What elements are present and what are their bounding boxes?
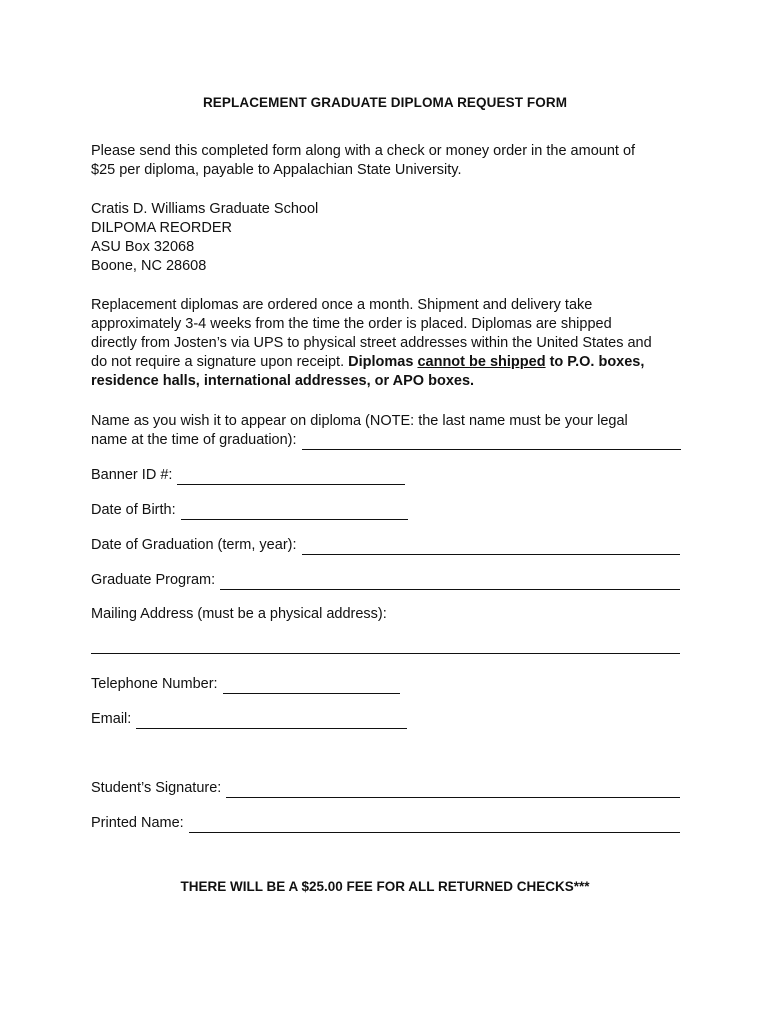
signature-field [91,778,680,798]
diploma-name-label: name at the time of graduation): [91,432,297,448]
policy-bold-text: Diplomas [348,354,418,370]
program-label: Graduate Program: [91,572,216,588]
telephone-label: Telephone Number: [91,676,218,692]
policy-line: Replacement diplomas are ordered once a month. Shipment and delivery take [91,297,593,313]
diploma-name-field [91,412,681,450]
form-title: REPLACEMENT GRADUATE DIPLOMA REQUEST FORM [202,95,568,110]
banner-id-field [91,465,405,485]
telephone-field [91,674,400,694]
telephone-input-line[interactable] [223,679,400,694]
policy-line: residence halls, international addresses, or APO boxes. [91,373,475,389]
dob-field [91,500,408,520]
intro-paragraph [91,142,681,180]
policy-line: directly from Josten’s via UPS to physical street addresses within the United States and [91,335,652,351]
program-field [91,570,680,590]
banner-id-label: Banner ID #: [91,467,173,483]
program-input-line[interactable] [220,575,680,590]
mailing-address-input-line[interactable] [91,653,680,654]
address-line: DILPOMA REORDER [91,220,232,236]
policy-underlined-text: cannot be shipped [417,354,546,370]
diploma-name-note: Name as you wish it to appear on diploma (NOTE: the last name must be your legal [91,413,628,429]
policy-text: do not require a signature upon receipt. [91,354,349,370]
banner-id-input-line[interactable] [177,470,405,485]
address-line: Boone, NC 28608 [91,258,207,274]
shipping-policy-paragraph [91,296,681,391]
graduation-date-field [91,535,680,555]
intro-line: Please send this completed form along with a check or money order in the amount of [91,143,636,159]
email-input-line[interactable] [136,714,407,729]
mailing-address-field [91,604,387,624]
email-label: Email: [91,711,132,727]
policy-bold-text: to P.O. boxes, [545,354,645,370]
graduation-date-input-line[interactable] [302,540,681,555]
policy-line [91,353,681,372]
printed-name-field [91,813,680,833]
printed-name-label: Printed Name: [91,815,184,831]
address-line: Cratis D. Williams Graduate School [91,201,319,217]
dob-input-line[interactable] [181,505,408,520]
signature-input-line[interactable] [226,783,680,798]
mailing-address-label: Mailing Address (must be a physical address): [91,606,387,622]
email-field [91,709,407,729]
policy-line: approximately 3-4 weeks from the time the order is placed. Diplomas are shipped [91,316,612,332]
diploma-name-row [91,431,681,450]
signature-label: Student’s Signature: [91,780,222,796]
address-line: ASU Box 32068 [91,239,195,255]
graduation-date-label: Date of Graduation (term, year): [91,537,297,553]
returned-checks-fee-notice: THERE WILL BE A $25.00 FEE FOR ALL RETURNED CHECKS*** [180,879,590,894]
printed-name-input-line[interactable] [189,818,680,833]
mailing-address-block [91,200,681,276]
diploma-name-input-line[interactable] [302,435,681,450]
dob-label: Date of Birth: [91,502,176,518]
intro-line: $25 per diploma, payable to Appalachian State University. [91,162,462,178]
